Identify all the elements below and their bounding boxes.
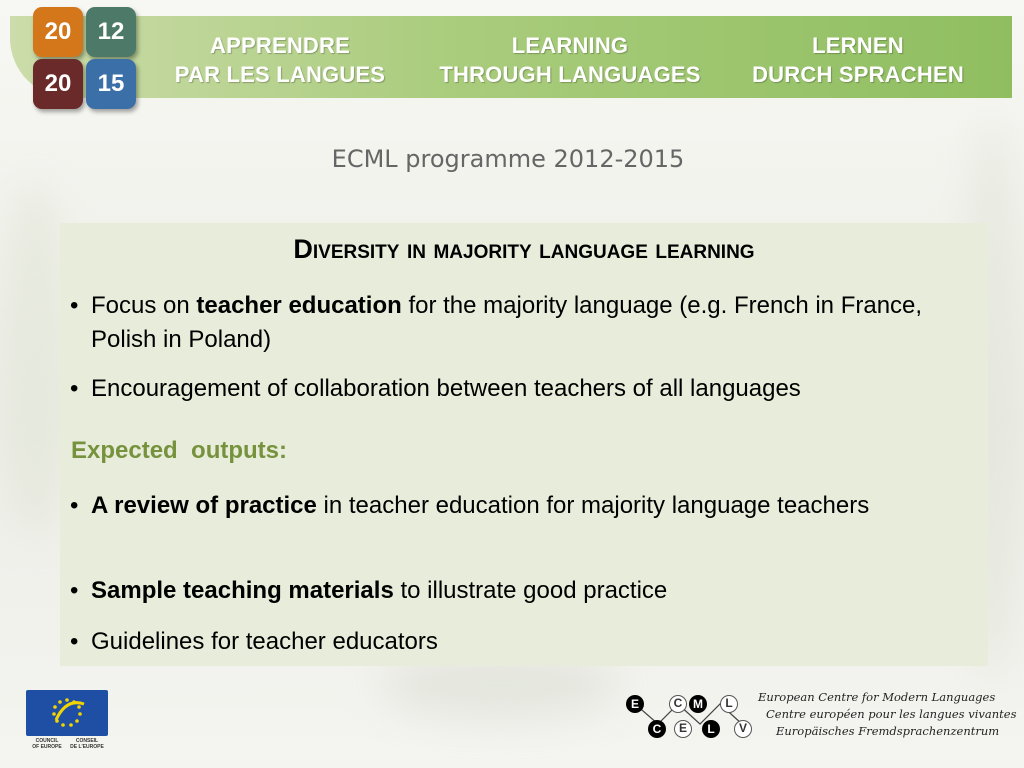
ecml-letter: E <box>626 695 644 713</box>
list-item-text: Sample teaching materials to illustrate good practice <box>91 577 668 604</box>
list-item-text: Focus on teacher education for the majority language (e.g. French in France, Polish in Poland) <box>91 292 923 353</box>
coe-flag-icon <box>26 690 108 736</box>
coe-caption-fr: CONSEIL DE L'EUROPE <box>70 738 104 750</box>
outputs-heading: Expected outputs: <box>71 437 288 464</box>
ecml-letter: M <box>689 695 707 713</box>
motto-german <box>736 31 980 89</box>
list-item-text: Encouragement of collaboration between teachers of all languages <box>91 375 801 402</box>
motto-french-line1: APPRENDRE <box>210 33 350 58</box>
year-tile: 20 <box>33 59 83 109</box>
ecml-letter: E <box>674 720 692 738</box>
ecml-letter: L <box>720 695 738 713</box>
ecml-letter: L <box>702 720 720 738</box>
bullet: • <box>70 628 79 655</box>
ecml-name-de: Europäisches Fremdsprachenzentrum <box>776 724 1000 738</box>
list-item-text: Guidelines for teacher educators <box>91 628 438 655</box>
bullet: • <box>70 577 79 604</box>
bullet: • <box>70 375 79 402</box>
bullet: • <box>70 492 79 519</box>
motto-french-line2: PAR LES LANGUES <box>174 62 386 87</box>
year-tile: 12 <box>86 7 136 57</box>
coe-caption-en: COUNCIL OF EUROPE <box>32 738 62 750</box>
motto-english-line2: THROUGH LANGUAGES <box>439 62 701 87</box>
year-tile: 20 <box>33 7 83 57</box>
ecml-letter: V <box>734 720 752 738</box>
panel-title: Diversity in majority language learning <box>293 234 755 264</box>
year-tile: 15 <box>86 59 136 109</box>
ecml-letter: C <box>648 720 666 738</box>
council-of-europe-logo <box>26 690 108 752</box>
list-item-text: A review of practice in teacher education for majority language teachers <box>91 492 870 519</box>
ecml-letter: C <box>669 695 687 713</box>
ecml-name-fr: Centre européen pour les langues vivantes <box>766 707 1017 721</box>
motto-english-line1: LEARNING <box>511 33 629 58</box>
bullet: • <box>70 292 79 319</box>
motto-german-line2: DURCH SPRACHEN <box>752 62 964 87</box>
motto-german-line1: LERNEN <box>812 33 904 58</box>
page-subtitle: ECML programme 2012-2015 <box>331 145 685 173</box>
motto-english <box>420 31 720 89</box>
motto-french <box>160 31 400 89</box>
content-panel <box>60 223 988 666</box>
ecml-name-en: European Centre for Modern Languages <box>758 690 996 704</box>
